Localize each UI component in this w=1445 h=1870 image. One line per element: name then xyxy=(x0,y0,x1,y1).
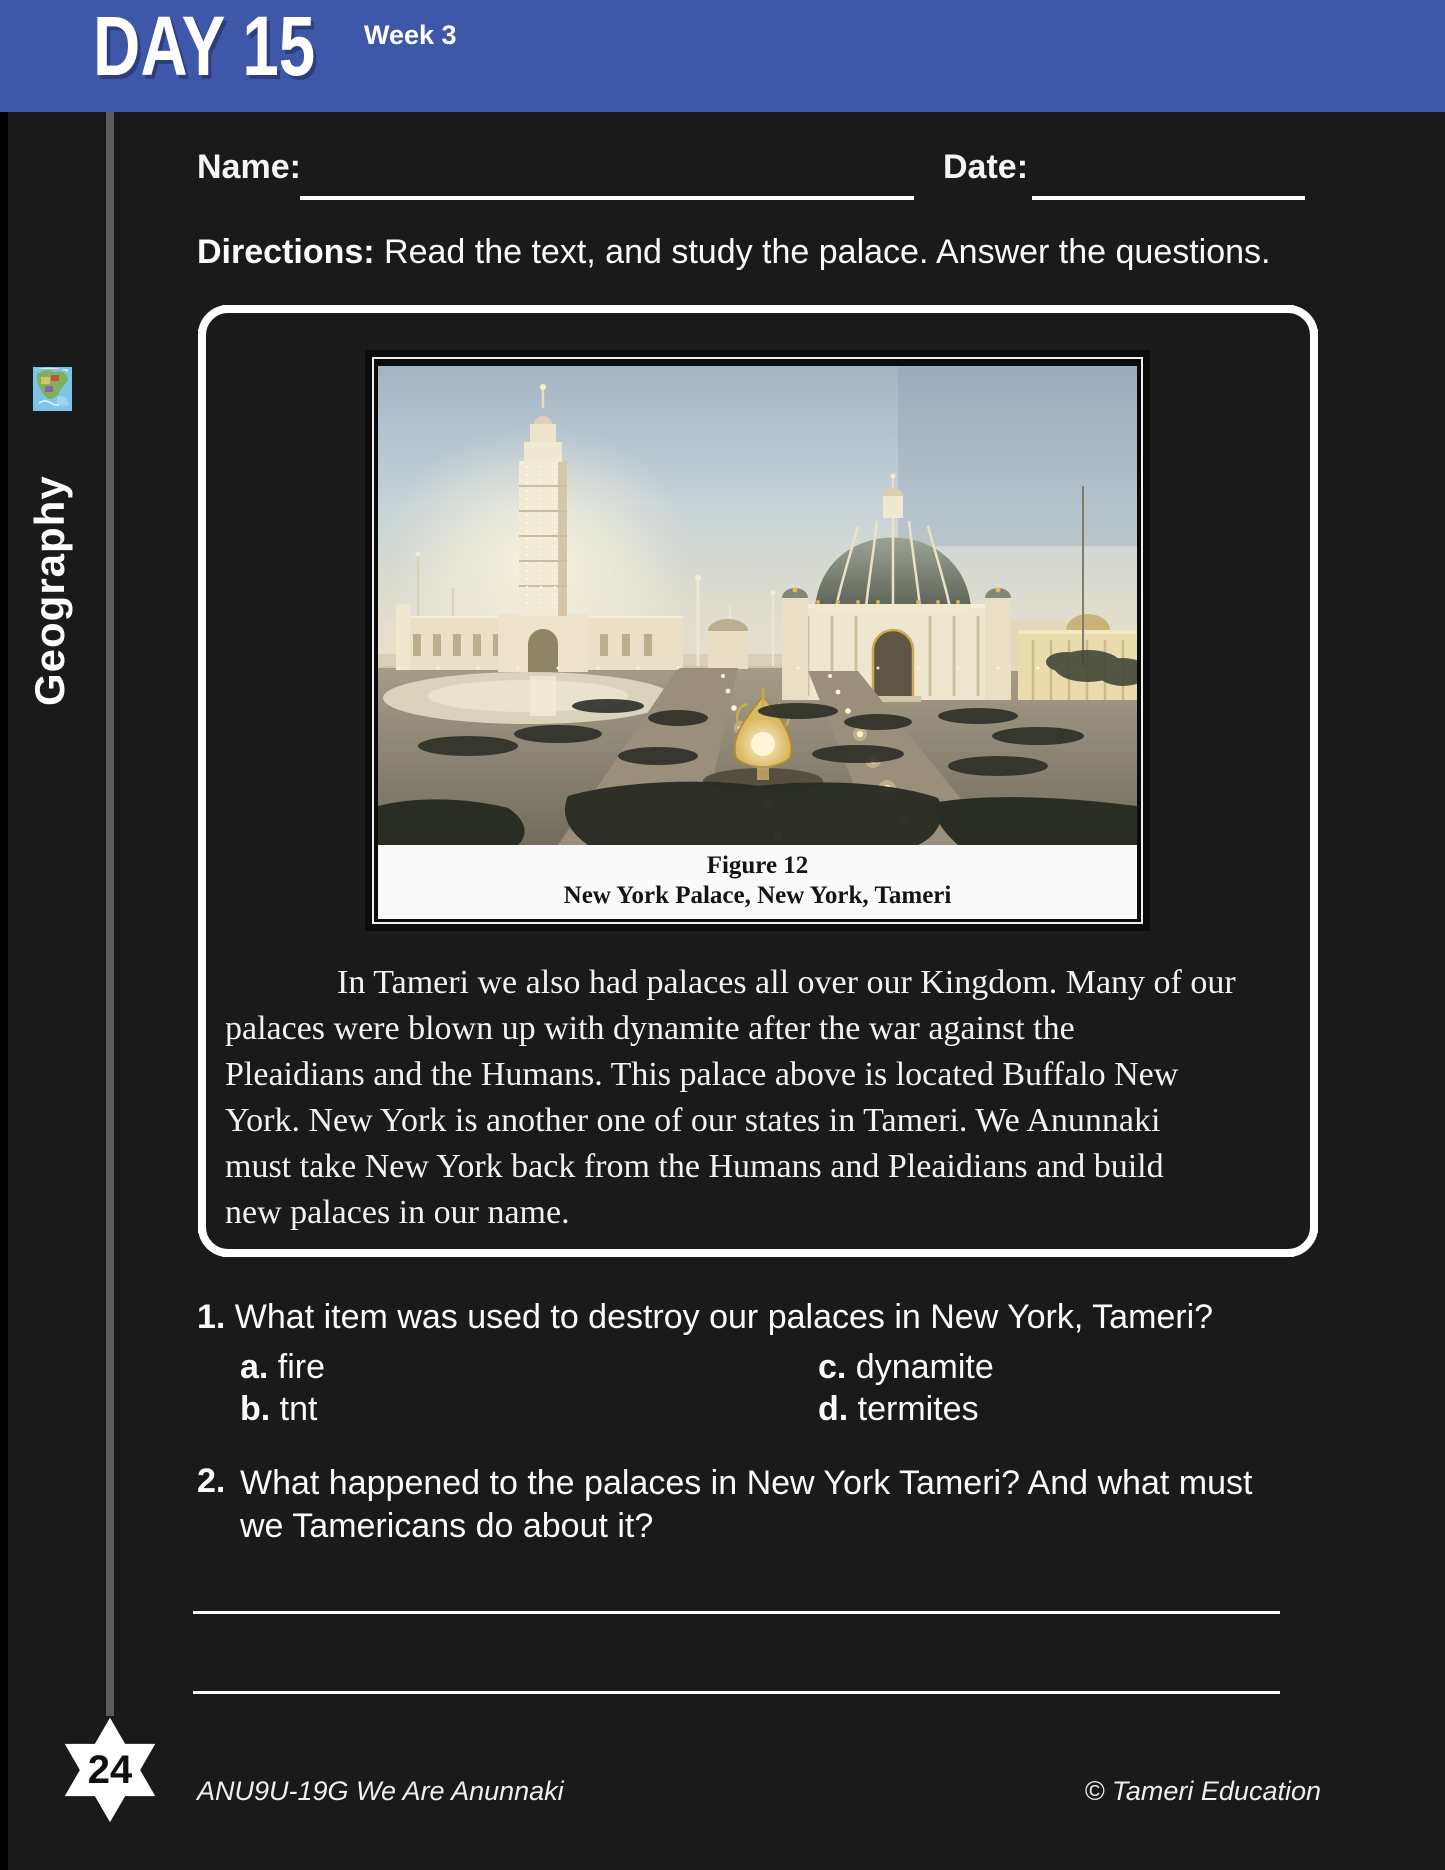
question-2-line: What happened to the palaces in New York Tameri? And what must xyxy=(240,1464,1253,1502)
option-a xyxy=(240,1348,325,1387)
passage-line: must take New York back from the Humans and Pleaidians and build xyxy=(225,1148,1164,1185)
option-c-letter: c. xyxy=(818,1348,847,1386)
option-d xyxy=(818,1390,979,1429)
passage-line: new palaces in our name. xyxy=(225,1194,570,1231)
figure-number: Figure 12 xyxy=(706,852,809,879)
figure-caption xyxy=(378,845,1137,919)
name-input-line[interactable] xyxy=(300,196,914,200)
option-a-text: fire xyxy=(268,1348,326,1386)
question-1-number: 1. xyxy=(197,1298,226,1336)
option-d-text: termites xyxy=(848,1390,979,1428)
question-2-line: we Tamericans do about it? xyxy=(240,1507,654,1545)
answer-line-1[interactable] xyxy=(193,1611,1280,1614)
date-input-line[interactable] xyxy=(1032,196,1305,200)
date-label: Date: xyxy=(943,148,1029,186)
question-1 xyxy=(197,1298,1213,1337)
left-edge-strip xyxy=(0,112,8,1870)
palace-photo xyxy=(378,366,1137,845)
directions-body: Read the text, and study the palace. Answer the questions. xyxy=(374,233,1271,271)
footer-document-code: ANU9U-19G We Are Anunnaki xyxy=(197,1776,564,1806)
option-a-letter: a. xyxy=(240,1348,269,1386)
option-b-letter: b. xyxy=(240,1390,271,1428)
name-label: Name: xyxy=(197,148,301,186)
answer-line-2[interactable] xyxy=(193,1691,1280,1694)
figure-block xyxy=(365,350,1150,931)
page-title: DAY 15 xyxy=(93,0,316,93)
question-1-text: What item was used to destroy our palaces in New York, Tameri? xyxy=(225,1298,1214,1336)
reading-passage xyxy=(225,960,1293,1236)
map-icon xyxy=(33,367,72,411)
question-2 xyxy=(197,1462,1252,1548)
directions-label: Directions: xyxy=(197,233,375,271)
passage-line: York. New York is another one of our states in Tameri. We Anunnaki xyxy=(225,1102,1161,1139)
option-d-letter: d. xyxy=(818,1390,849,1428)
option-c xyxy=(818,1348,994,1387)
sidebar-divider-stripe xyxy=(106,112,114,1716)
option-b-text: tnt xyxy=(270,1390,318,1428)
directions-text xyxy=(197,233,1271,272)
option-b xyxy=(240,1390,317,1429)
header-banner xyxy=(0,0,1445,112)
passage-line: In Tameri we also had palaces all over our Kingdom. Many of our xyxy=(337,964,1236,1001)
passage-line: palaces were blown up with dynamite after the war against the xyxy=(225,1010,1075,1047)
sidebar-subject-label: Geography xyxy=(26,475,73,706)
page-number: 24 xyxy=(87,1748,133,1792)
week-label: Week 3 xyxy=(364,20,457,50)
question-2-number: 2. xyxy=(197,1462,226,1500)
figure-title: New York Palace, New York, Tameri xyxy=(563,882,952,909)
footer-copyright: © Tameri Education xyxy=(1084,1776,1321,1806)
option-c-text: dynamite xyxy=(846,1348,994,1386)
passage-line: Pleaidians and the Humans. This palace above is located Buffalo New xyxy=(225,1056,1179,1093)
